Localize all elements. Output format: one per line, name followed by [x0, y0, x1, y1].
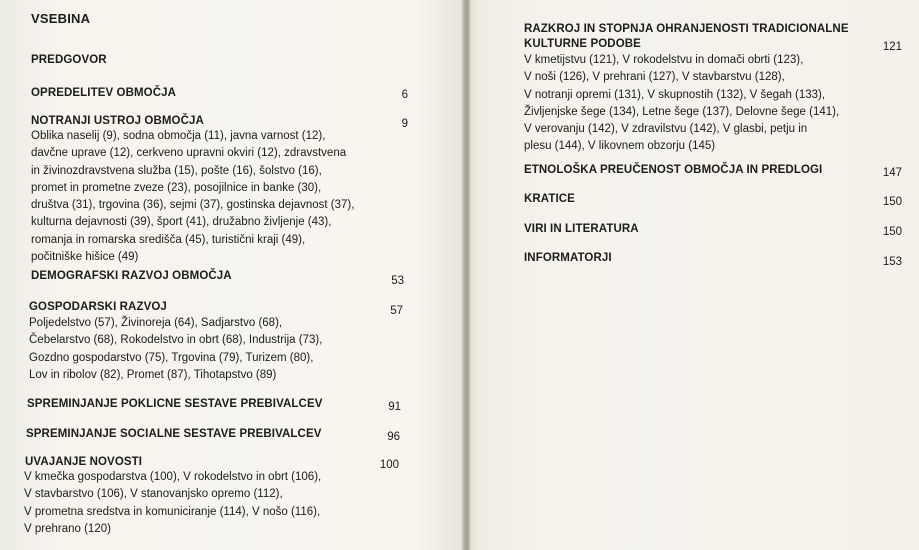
page-number-gospodarski: 57	[390, 305, 403, 317]
page-number-uvajanje: 100	[379, 459, 399, 471]
heading-razkroj-line-2: KULTURNE PODOBE	[524, 38, 641, 50]
page-number-opredelitev: 6	[401, 89, 408, 101]
entry-line: Gozdno gospodarstvo (75), Trgovina (79), Turizem (80),	[29, 351, 314, 364]
page-number-informatorji: 153	[882, 256, 902, 268]
page-number-viri: 150	[882, 226, 902, 238]
entry-line: in živinozdravstvena služba (15), pošte (16), šolstvo (16),	[31, 164, 322, 177]
entry-line: V kmečka gospodarstva (100), V rokodelstvo in obrt (106),	[24, 471, 322, 483]
entries-gospodarski	[29, 315, 322, 384]
entry-line: Poljedelstvo (57), Živinoreja (64), Sadjarstvo (68),	[29, 317, 283, 329]
entries-notranji	[31, 128, 354, 266]
heading-opredelitev: OPREDELITEV OBMOČJA	[31, 87, 177, 99]
entry-line: društva (31), trgovina (36), sejmi (37), gostinska dejavnost (37),	[31, 199, 355, 212]
page-number-etnoloska: 147	[882, 167, 902, 179]
entry-line: V prometna sredstva in komuniciranje (114), V nošo (116),	[24, 505, 321, 518]
right-page	[472, 0, 919, 550]
page-number-notranji: 9	[401, 118, 408, 130]
heading-viri: VIRI IN LITERATURA	[524, 223, 639, 235]
book-gutter	[462, 0, 470, 550]
heading-kratice: KRATICE	[524, 193, 575, 205]
entry-line: počitniške hišice (49)	[31, 251, 139, 264]
page-number-kratice: 150	[882, 196, 902, 208]
heading-gospodarski: GOSPODARSKI RAZVOJ	[29, 301, 167, 313]
entry-line: Lov in ribolov (82), Promet (87), Tihotapstvo (89)	[29, 368, 277, 381]
entry-line: V stavbarstvo (106), V stanovanjsko opremo (112),	[24, 488, 283, 501]
entry-line: V kmetijstvu (121), V rokodelstvu in domači obrti (123),	[524, 54, 804, 66]
page-number-socialne: 96	[387, 431, 400, 443]
entry-line: promet in prometne zveze (23), posojilnice in banke (30),	[31, 181, 322, 194]
heading-predgovor: PREDGOVOR	[31, 54, 107, 66]
heading-razkroj-line-1: RAZKROJ IN STOPNJA OHRANJENOSTI TRADICIONALNE	[524, 23, 849, 35]
heading-poklicne: SPREMINJANJE POKLICNE SESTAVE PREBIVALCEV	[27, 398, 323, 410]
page-number-poklicne: 91	[388, 401, 401, 413]
entry-line: davčne uprave (12), cerkveno upravni okviri (12), zdravstvena	[31, 147, 347, 160]
entry-line: V noši (126), V prehrani (127), V stavbarstvu (128),	[524, 71, 785, 84]
entry-line: Oblika naselij (9), sodna območja (11), javna varnost (12),	[31, 130, 326, 142]
entries-uvajanje	[24, 469, 321, 538]
entry-line: kulturna dejavnosti (39), šport (41), družabno življenje (43),	[31, 216, 332, 229]
heading-demografski: DEMOGRAFSKI RAZVOJ OBMOČJA	[31, 270, 232, 282]
entry-line: plesu (144), V likovnem obzorju (145)	[524, 140, 716, 153]
heading-informatorji: INFORMATORJI	[524, 252, 612, 264]
heading-etnoloska: ETNOLOŠKA PREUČENOST OBMOČJA IN PREDLOGI	[524, 164, 823, 176]
entry-line: V notranji opremi (131), V skupnostih (132), V šegah (133),	[524, 88, 826, 101]
page-number-razkroj: 121	[882, 41, 902, 53]
entry-line: romanja in romarska središča (45), turistični kraji (49),	[31, 233, 306, 246]
heading-uvajanje: UVAJANJE NOVOSTI	[25, 456, 143, 468]
toc-title: VSEBINA	[31, 11, 91, 26]
entries-razkroj	[524, 52, 839, 156]
entry-line: V verovanju (142), V zdravilstvu (142), V glasbi, petju in	[524, 123, 808, 136]
heading-notranji: NOTRANJI USTROJ OBMOČJA	[31, 115, 204, 127]
entry-line: V prehrano (120)	[24, 522, 111, 535]
heading-socialne: SPREMINJANJE SOCIALNE SESTAVE PREBIVALCEV	[26, 428, 322, 440]
page-number-demografski: 53	[391, 275, 404, 287]
entry-line: Življenjske šege (134), Letne šege (137), Delovne šege (141),	[524, 105, 840, 118]
entry-line: Čebelarstvo (68), Rokodelstvo in obrt (68), Industrija (73),	[29, 334, 323, 347]
